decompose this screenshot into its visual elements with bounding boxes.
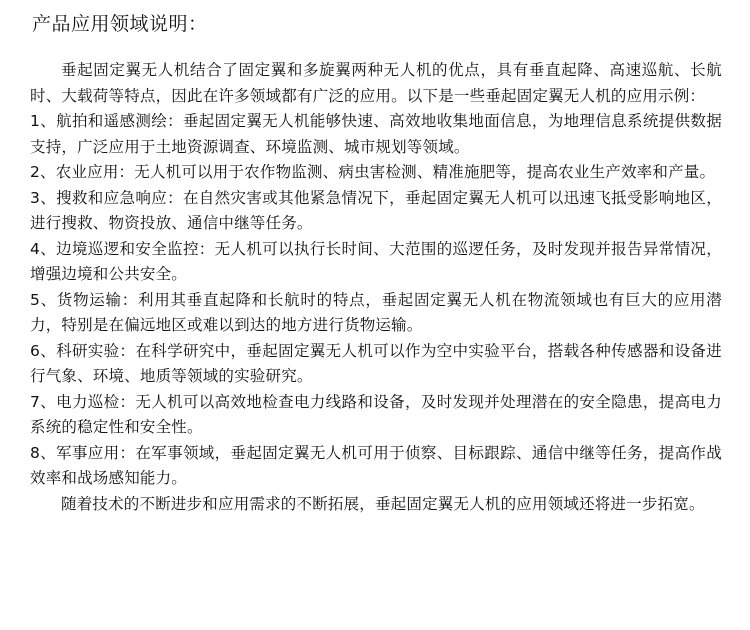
intro-paragraph: 垂起固定翼无人机结合了固定翼和多旋翼两种无人机的优点，具有垂直起降、高速巡航、长航时、大载荷等特点，因此在许多领域都有广泛的应用。以下是一些垂起固定翼无人机的应用示例： (30, 61, 722, 105)
list-item: 1、航拍和遥感测绘：垂起固定翼无人机能够快速、高效地收集地面信息，为地理信息系统提供数据支持，广泛应用于土地资源调查、环境监测、城市规划等领域。 (30, 112, 722, 156)
conclusion-paragraph: 随着技术的不断进步和应用需求的不断拓展，垂起固定翼无人机的应用领域还将进一步拓宽。 (61, 494, 705, 513)
document-title: 产品应用领域说明： (32, 13, 208, 35)
list-item: 8、军事应用：在军事领域，垂起固定翼无人机可用于侦察、目标跟踪、通信中继等任务，提高作战效率和战场感知能力。 (30, 443, 722, 487)
list-item: 4、边境巡逻和安全监控：无人机可以执行长时间、大范围的巡逻任务，及时发现并报告异常情况，增强边境和公共安全。 (30, 239, 722, 283)
list-item: 3、搜救和应急响应：在自然灾害或其他紧急情况下，垂起固定翼无人机可以迅速飞抵受影响地区，进行搜救、物资投放、通信中继等任务。 (30, 188, 722, 232)
list-item: 2、农业应用：无人机可以用于农作物监测、病虫害检测、精准施肥等，提高农业生产效率和产量。 (30, 163, 716, 181)
list-item: 5、货物运输：利用其垂直起降和长航时的特点，垂起固定翼无人机在物流领域也有巨大的应用潜力，特别是在偏远地区或难以到达的地方进行货物运输。 (30, 290, 722, 334)
list-item: 6、科研实验：在科学研究中，垂起固定翼无人机可以作为空中实验平台，搭载各种传感器和设备进行气象、环境、地质等领域的实验研究。 (30, 341, 722, 385)
list-item: 7、电力巡检：无人机可以高效地检查电力线路和设备，及时发现并处理潜在的安全隐患，提高电力系统的稳定性和安全性。 (30, 392, 722, 436)
